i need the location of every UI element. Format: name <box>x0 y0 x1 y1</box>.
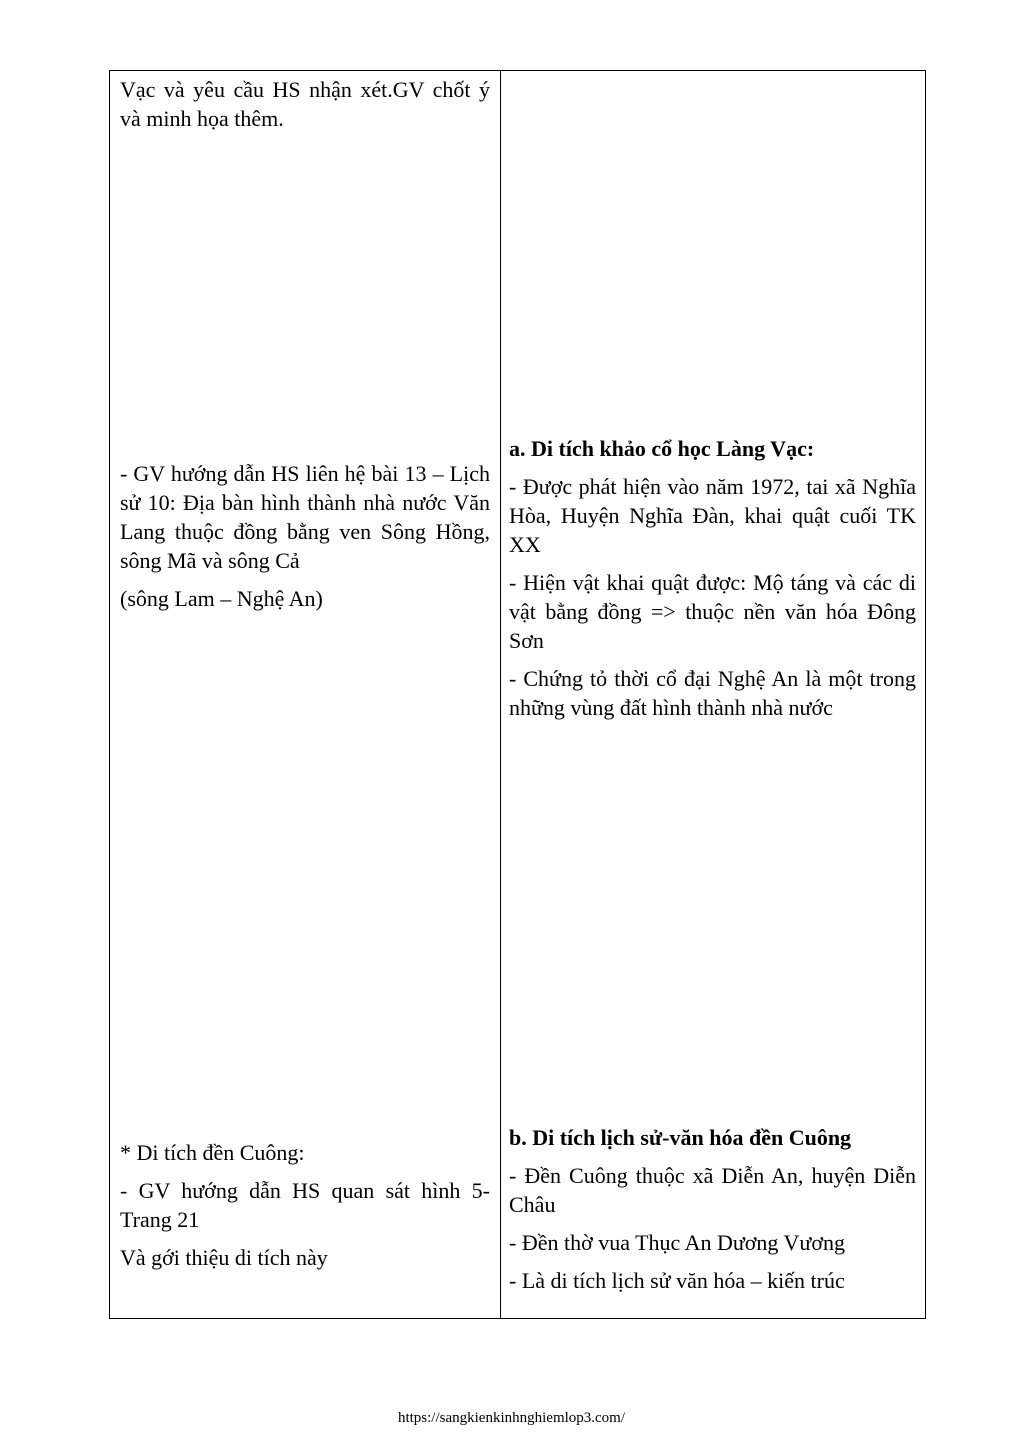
right-section-lang-vac <box>509 434 916 722</box>
right-paragraph: - Là di tích lịch sử văn hóa – kiến trúc <box>509 1268 845 1293</box>
right-paragraph: - Được phát hiện vào năm 1972, tai xã Nghĩa Hòa, Huyện Nghĩa Đàn, khai quật cuối TK XX <box>509 474 916 557</box>
right-paragraph: - Hiện vật khai quật được: Mộ táng và các di vật bằng đồng => thuộc nền văn hóa Đông Sơn <box>509 570 916 653</box>
section-heading: a. Di tích khảo cổ học Làng Vạc: <box>509 436 815 461</box>
right-paragraph: - Đền Cuông thuộc xã Diễn An, huyện Diễn Châu <box>509 1163 916 1217</box>
lesson-table <box>109 70 926 1319</box>
section-heading: b. Di tích lịch sử-văn hóa đền Cuông <box>509 1125 852 1150</box>
footer-url: https://sangkienkinhnghiemlop3.com/ <box>397 1410 626 1426</box>
left-block-connect-lesson <box>120 459 490 613</box>
left-paragraph: Và gới thiệu di tích này <box>120 1245 328 1270</box>
column-divider <box>500 71 501 1318</box>
left-paragraph: (sông Lam – Nghệ An) <box>120 586 323 611</box>
left-paragraph: Vạc và yêu cầu HS nhận xét.GV chốt ý và minh họa thêm. <box>120 77 490 131</box>
left-paragraph: - GV hướng dẫn HS quan sát hình 5- Trang 21 <box>120 1178 490 1232</box>
right-paragraph: - Chứng tỏ thời cổ đại Nghệ An là một trong những vùng đất hình thành nhà nước <box>509 666 916 720</box>
left-paragraph: - GV hướng dẫn HS liên hệ bài 13 – Lịch sử 10: Địa bàn hình thành nhà nước Văn Lang thuộc đồng bằng ven Sông Hồng, sông Mã và sông Cả <box>120 461 490 573</box>
left-block-intro <box>120 75 490 133</box>
left-block-den-cuong <box>120 1138 490 1272</box>
right-section-den-cuong <box>509 1123 916 1295</box>
right-paragraph: - Đền thờ vua Thục An Dương Vương <box>509 1230 845 1255</box>
left-paragraph: * Di tích đền Cuông: <box>120 1140 305 1165</box>
